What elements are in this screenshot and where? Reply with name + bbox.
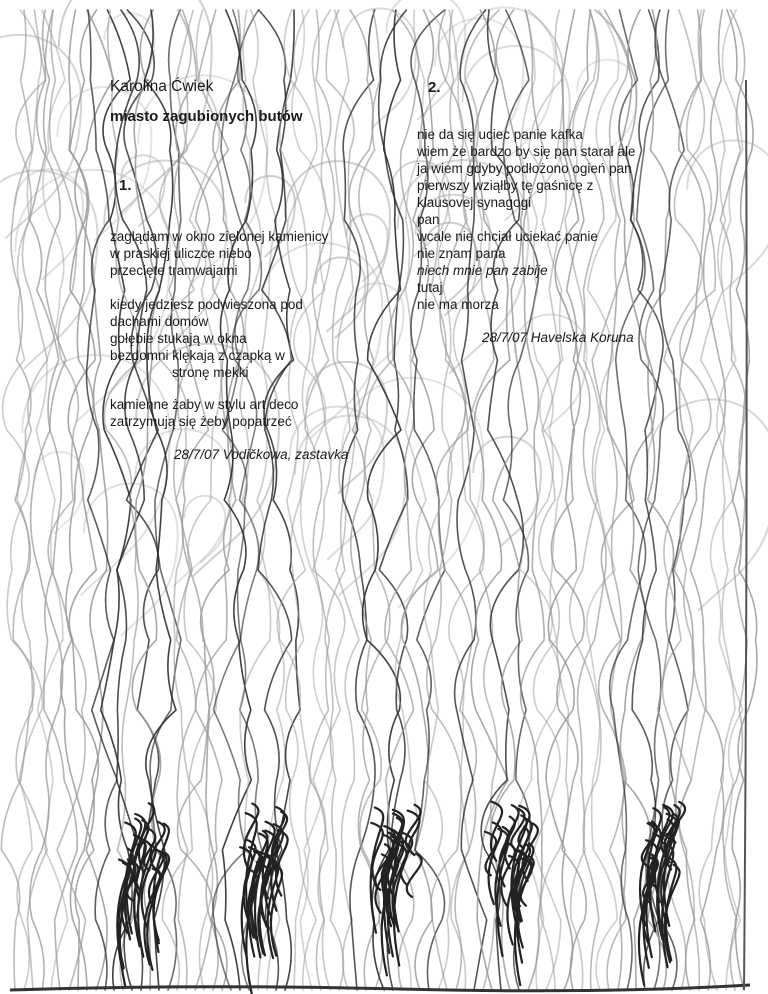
poem-line: nie znam pana: [417, 246, 506, 261]
strand-line: [674, 10, 704, 990]
poem-collection-title: miasto zagubionych butów: [110, 108, 303, 125]
poem-line: kamienne żaby w stylu art deco: [110, 397, 299, 412]
strand-line: [36, 10, 67, 990]
frame-right-line: [744, 80, 747, 990]
poem-line: klausovej synagogi: [417, 195, 532, 210]
poem-line: dachami domów: [110, 314, 209, 329]
poem-line: ja wiem gdyby podłożono ogień pan: [417, 161, 632, 176]
poem-line-italic: niech mnie pan zabije: [417, 263, 548, 278]
poem-line: nie da się uciec panie kafka: [417, 127, 583, 142]
poem-1-stanza-3: [110, 396, 298, 430]
author-name: Karolina Ćwiek: [110, 78, 214, 95]
strand-line: [349, 10, 379, 990]
poem-line: stronę mekki: [172, 365, 249, 380]
strand-line: [690, 10, 725, 990]
poem-2-signature: 28/7/07 Havelska Koruna: [482, 330, 634, 345]
poem-line: pan: [417, 212, 440, 227]
poem-line: nie ma morza: [417, 297, 499, 312]
poem-1-stanza-2: [110, 296, 303, 381]
poem-2-body: [417, 126, 635, 313]
poem-line: przecięte tramwajami: [110, 263, 238, 278]
poem-2-number: 2.: [428, 79, 441, 96]
poem-line: wiem że bardzo by się pan starał ale: [417, 144, 636, 159]
poem-line: w praskiej uliczce niebo: [110, 246, 252, 261]
swirl-stroke: [386, 0, 465, 119]
poem-line: kiedy jedziesz podwieszona pod: [110, 297, 303, 312]
poem-line: zatrzymują się żeby popatrzeć: [110, 414, 292, 429]
strand-line: [727, 10, 757, 990]
frame-bottom-line: [10, 985, 750, 991]
poem-line: pierwszy wziąłby tę gaśnicę z: [417, 178, 594, 193]
strand-line: [334, 10, 359, 990]
strand-line: [37, 10, 78, 990]
strand-line: [264, 10, 300, 990]
strand-line: [305, 10, 334, 990]
poem-line: zaglądam w okno zielonej kamienicy: [110, 229, 329, 244]
poem-line: gołębie stukają w okna: [110, 331, 247, 346]
poem-line: wcale nie chciał uciekać panie: [417, 229, 598, 244]
strand-line: [48, 10, 86, 990]
poem-line: tutaj: [417, 280, 443, 295]
strand-line: [325, 10, 354, 990]
poem-1-number: 1.: [119, 177, 132, 194]
poem-1-signature: 28/7/07 Vodičkowa, zastavka: [174, 447, 349, 462]
poem-line: bezdomni klękają z czapką w: [110, 348, 285, 363]
poem-1-stanza-1: [110, 228, 328, 279]
